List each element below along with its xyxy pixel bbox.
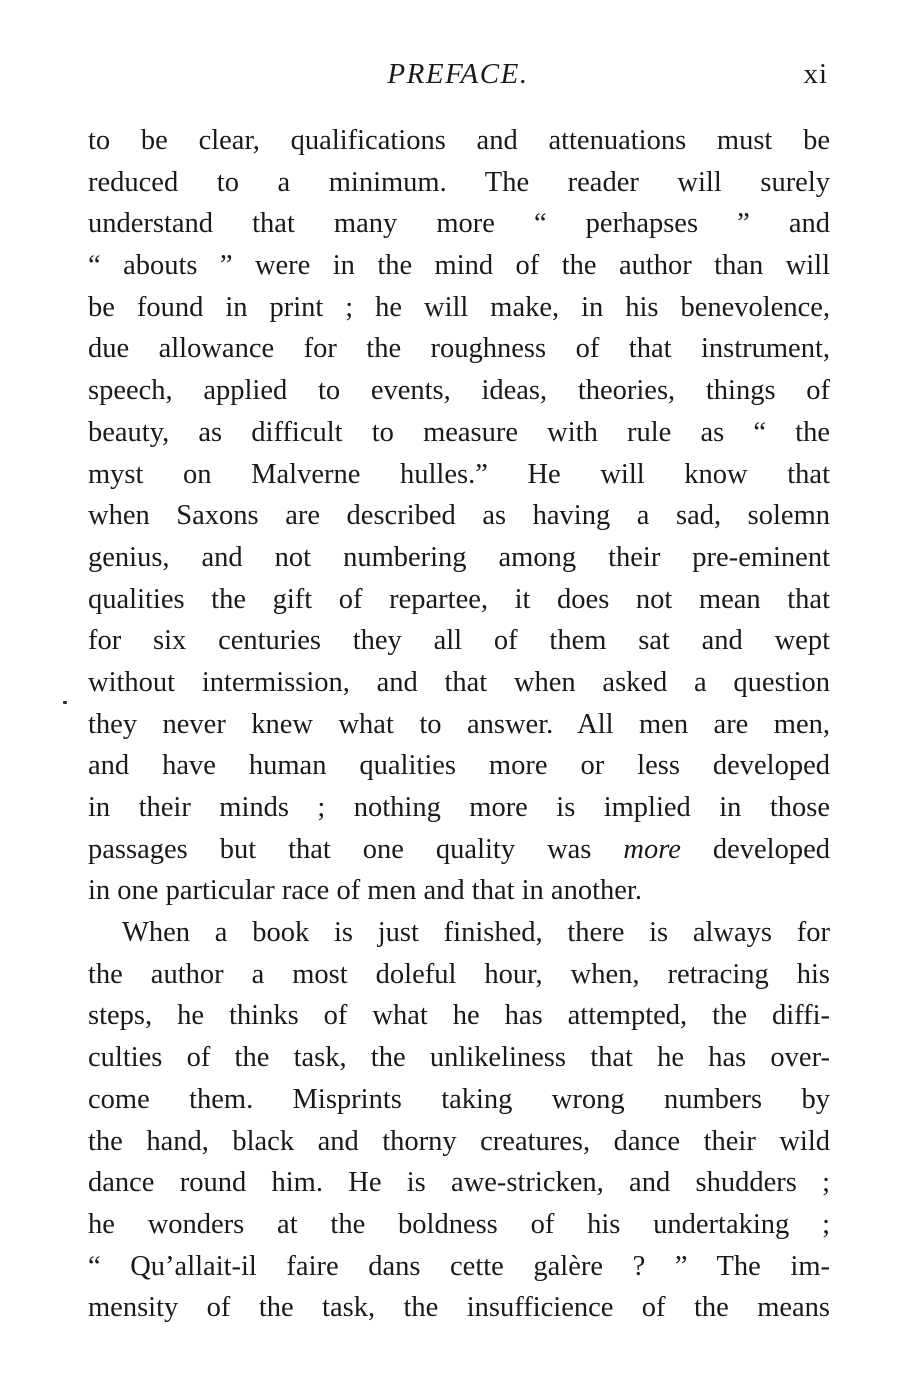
text-line: dance round him. He is awe-stricken, and shudders ; (88, 1167, 830, 1199)
text-line: when Saxons are described as having a sad, solemn (88, 500, 830, 532)
text-line: beauty, as difficult to measure with rule as “ the (88, 416, 830, 448)
text-line-with-emphasis (88, 829, 830, 871)
text-line: in their minds ; nothing more is implied in those (88, 792, 830, 823)
text-line: mensity of the task, the insufficience of the means (88, 1292, 830, 1324)
text-line: for six centuries they all of them sat and wept (88, 625, 830, 657)
text-line: he wonders at the boldness of his undertaking ; (88, 1208, 830, 1240)
text-line: “ abouts ” were in the mind of the author than will (88, 250, 830, 282)
text-line: culties of the task, the unlikeliness that he has over- (88, 1042, 830, 1074)
text-line: and have human qualities more or less developed (88, 750, 830, 782)
text-line: “ Qu’allait-il faire dans cette galère ? ” The im- (88, 1250, 830, 1282)
paragraph-1 (88, 120, 830, 912)
text-line: come them. Misprints taking wrong numbers by (88, 1083, 830, 1115)
text-line: due allowance for the roughness of that instrument, (88, 333, 830, 365)
text-line: be found in print ; he will make, in his benevolence, (88, 291, 830, 323)
line-segment: developed (680, 833, 830, 865)
page-number: xi (803, 58, 828, 90)
text-line: genius, and not numbering among their pre-eminent (88, 541, 830, 573)
ink-speck (63, 701, 67, 704)
text-line: When a book is just finished, there is always for (122, 917, 830, 949)
text-line: speech, applied to events, ideas, theories, things of (88, 375, 830, 407)
text-line: steps, he thinks of what he has attempted, the diffi- (88, 1000, 830, 1032)
text-line: the author a most doleful hour, when, retracing his (88, 958, 830, 990)
text-line: they never knew what to answer. All men are men, (88, 708, 830, 740)
text-line: understand that many more “ perhapses ” and (88, 208, 830, 240)
text-line: myst on Malverne hulles.” He will know that (88, 458, 830, 490)
running-head (88, 58, 828, 98)
text-line: qualities the gift of repartee, it does not mean that (88, 583, 830, 615)
text-line: the hand, black and thorny creatures, dance their wild (88, 1125, 830, 1157)
paragraph-2 (88, 912, 830, 1329)
text-line: to be clear, qualifications and attenuations must be (88, 125, 830, 156)
running-title: PREFACE. (387, 58, 529, 90)
text-line: reduced to a minimum. The reader will surely (88, 166, 830, 198)
emphasized-word: more (623, 833, 681, 865)
body-text (88, 120, 830, 1329)
text-line: without intermission, and that when asked a question (88, 666, 830, 698)
line-segment: passages but that one quality was (88, 833, 624, 865)
text-line: in one particular race of men and that in another. (88, 875, 642, 907)
